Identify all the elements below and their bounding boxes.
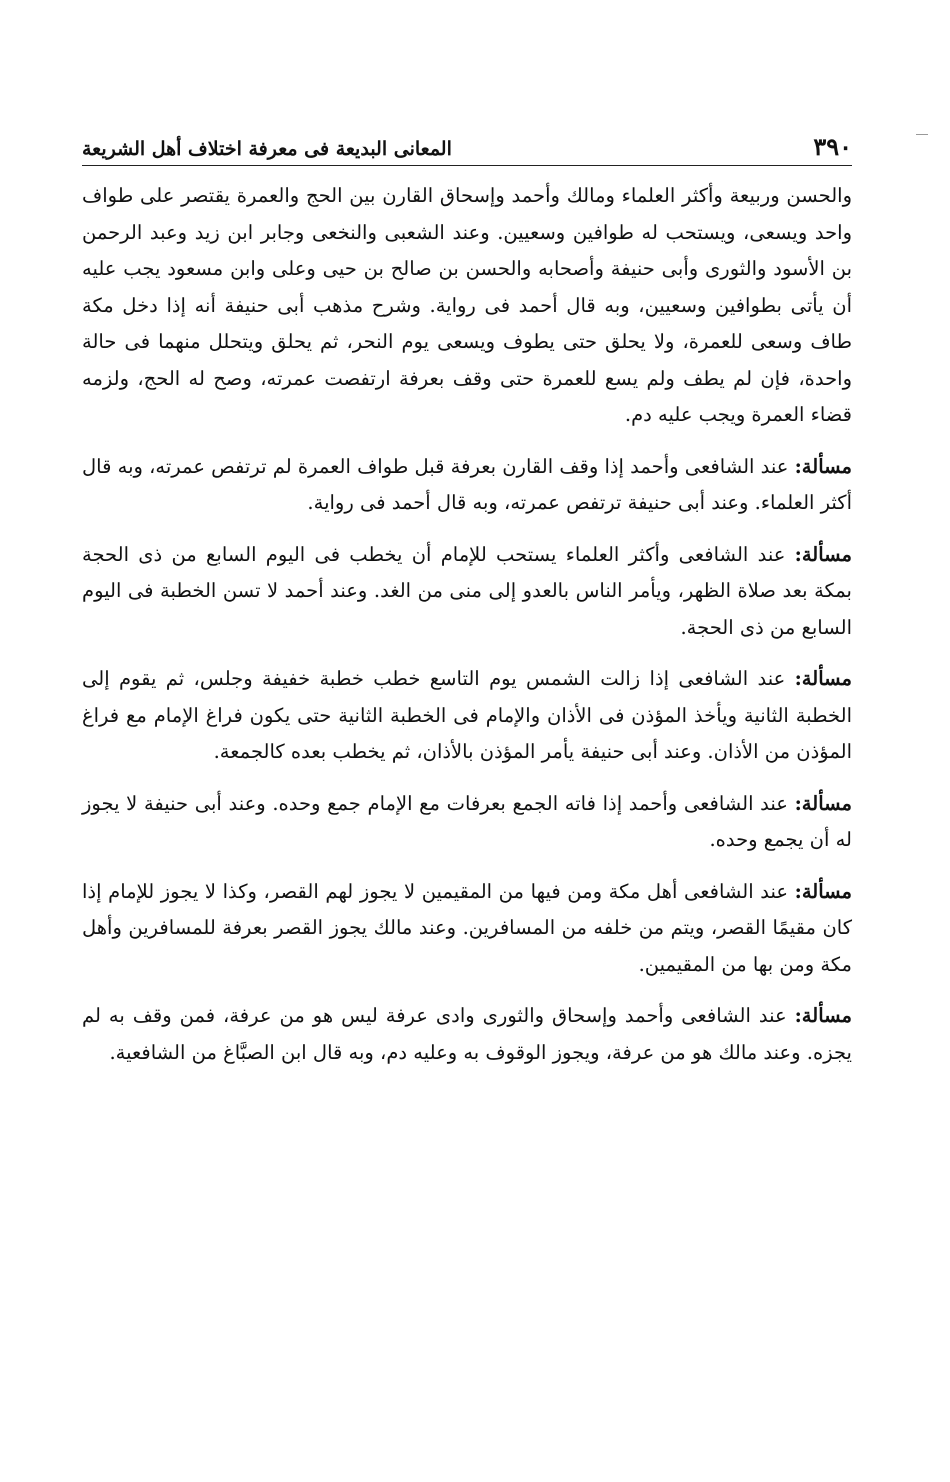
masala-term: مسألة: — [794, 791, 852, 815]
page-header — [82, 124, 852, 166]
paragraph-text: عند الشافعى أهل مكة ومن فيها من المقيمين لا يجوز لهم القصر، وكذا لا يجوز للإمام إذا كان مقيمًا القصر، ويتم من خلفه من المسافرين. وعند مالك يجوز القصر بعرفة للمسافرين وأهل مكة ومن بها من المقيمين. — [82, 879, 852, 976]
page-number: ٣٩٠ — [813, 132, 852, 161]
paragraph-text: عند الشافعى وأحمد وإسحاق والثورى وادى عرفة ليس هو من عرفة، فمن وقف به لم يجزه. وعند مالك هو من عرفة، ويجوز الوقوف به وعليه دم، وبه قال ابن الصبَّاغ من الشافعية. — [82, 1004, 852, 1064]
paragraph — [82, 178, 852, 434]
masala-paragraph — [82, 874, 852, 984]
paragraph-text: عند الشافعى وأكثر العلماء يستحب للإمام أن يخطب فى اليوم السابع من ذى الحجة بمكة بعد صلاة الظهر، ويأمر الناس بالعدو إلى منى من الغد. وعند أحمد لا تسن الخطبة فى اليوم السابع من ذى الحجة. — [82, 542, 852, 639]
scan-mark — [916, 134, 928, 135]
paragraph-text: عند الشافعى وأحمد إذا فاته الجمع بعرفات مع الإمام جمع وحده. وعند أبى حنيفة لا يجوز له أن يجمع وحده. — [82, 791, 852, 851]
paragraph-text: عند الشافعى إذا زالت الشمس يوم التاسع خطب خطبة خفيفة وجلس، ثم يقوم إلى الخطبة الثانية ويأخذ المؤذن فى الأذان والإمام فى الخطبة الثانية حتى يكون فراغ الإمام مع فراغ المؤذن من الأذان. وعند أبى حنيفة يأمر المؤذن بالأذان، ثم يخطب بعده كالجمعة. — [82, 667, 852, 763]
masala-term: مسألة: — [794, 1004, 852, 1027]
masala-term: مسألة: — [794, 542, 853, 566]
masala-paragraph — [82, 449, 852, 522]
masala-paragraph — [82, 661, 852, 771]
masala-term: مسألة: — [794, 879, 853, 903]
masala-paragraph — [82, 786, 852, 859]
masala-term: مسألة: — [794, 667, 852, 690]
main-text — [82, 178, 852, 1086]
masala-term: مسألة: — [794, 454, 852, 478]
running-title: المعانى البديعة فى معرفة اختلاف أهل الشريعة — [82, 138, 452, 160]
masala-paragraph — [82, 537, 852, 647]
paragraph-text: والحسن وربيعة وأكثر العلماء ومالك وأحمد وإسحاق القارن بين الحج والعمرة يقتصر على طواف واحد ويسعى، ويستحب له طوافين وسعيين. وعند الشعبى والنخعى وجابر ابن زيد وعبد الرحمن بن الأسود والثورى وأبى حنيفة وأصحابه والحسن بن صالح بن حيى وعلى وابن مسعود يجب عليه أن يأتى بطوافين وسعيين، وبه قال أحمد فى رواية. وشرح مذهب أبى حنيفة أنه إذا دخل مكة طاف وسعى للعمرة، ولا يحلق حتى يطوف ويسعى يوم النحر، ثم يحلق ويتحلل منهما فى حالة واحدة، فإن لم يطف ولم يسع للعمرة حتى وقف بعرفة ارتفصت عمرته، وصح له الحج، ولزمه قضاء العمرة ويجب عليه دم. — [82, 184, 852, 426]
paragraph-text: عند الشافعى وأحمد إذا وقف القارن بعرفة قبل طواف العمرة لم ترتفص عمرته، وبه قال أكثر العلماء. وعند أبى حنيفة ترتفص عمرته، وبه قال أحمد فى رواية. — [82, 454, 852, 514]
masala-paragraph — [82, 998, 852, 1071]
